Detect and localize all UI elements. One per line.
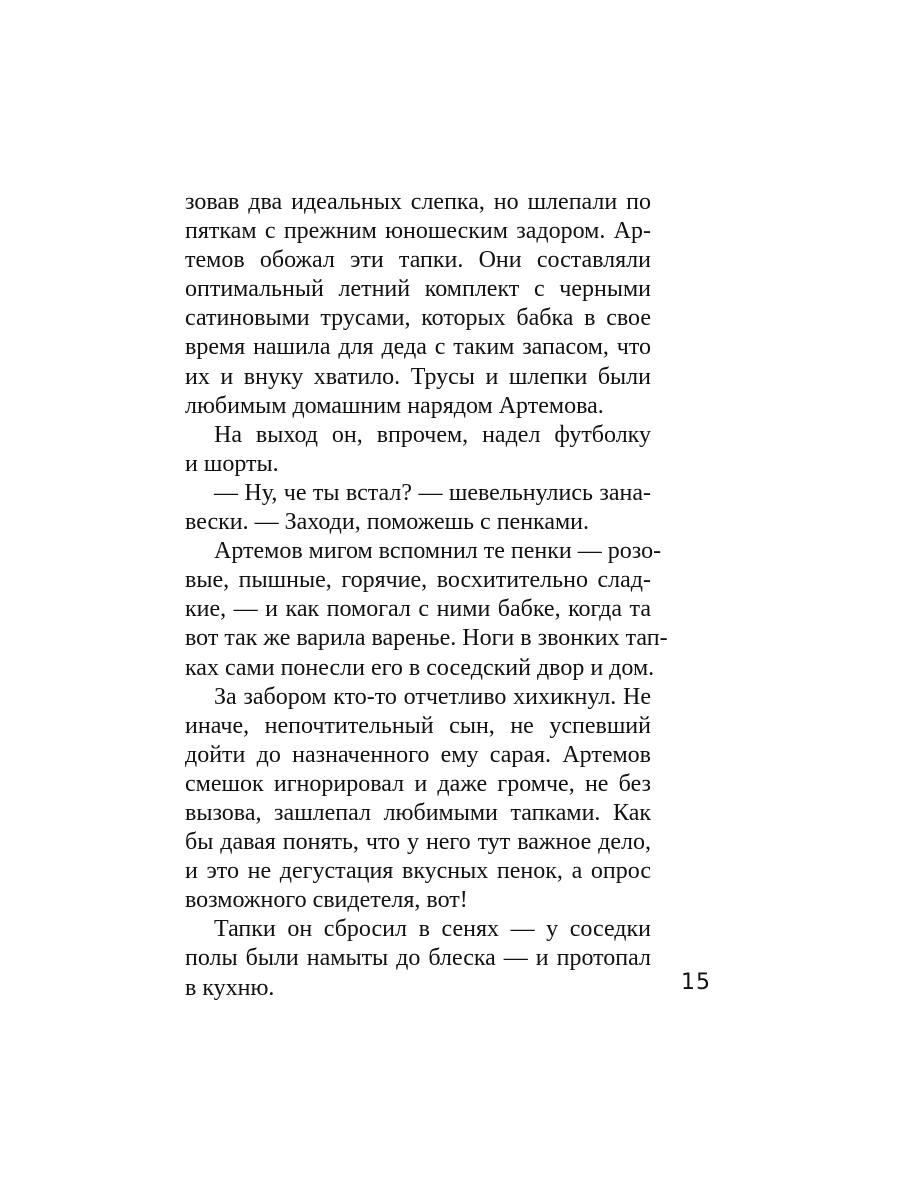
body-text: [185, 188, 668, 1003]
text-line: оптимальный летний комплект с черными: [185, 276, 651, 303]
text-line: в кухню.: [185, 974, 275, 1001]
text-line: вызова, зашлепал любимыми тапками. Как: [185, 799, 651, 826]
paragraph: [185, 537, 668, 682]
text-line: На выход он, впрочем, надел футболку: [214, 421, 651, 448]
text-line: зовав два идеальных слепка, но шлепали по: [185, 189, 651, 215]
text-line: иначе, непочтительный сын, не успевший: [185, 712, 651, 739]
text-line: их и внуку хватило. Трусы и шлепки были: [185, 363, 651, 390]
paragraph: [185, 421, 651, 479]
text-line: За забором кто-то отчетливо хихикнул. Не: [214, 683, 651, 710]
text-line: ках сами понесли его в соседский двор и дом.: [185, 654, 655, 681]
paragraph: [185, 683, 651, 916]
text-line: полы были намыты до блеска — и протопал: [185, 945, 651, 972]
text-line: и это не дегустация вкусных пенок, а опрос: [185, 858, 651, 885]
text-line: время нашила для деда с таким запасом, что: [185, 334, 651, 361]
paragraph: [185, 188, 651, 421]
text-line: — Ну, че ты встал? — шевельнулись зана-: [214, 479, 651, 506]
page-number: 15: [681, 970, 711, 995]
paragraph: [185, 479, 651, 537]
text-line: любимым домашним нарядом Артемова.: [185, 392, 604, 419]
text-line: смешок игнорировал и даже громче, не без: [185, 770, 651, 797]
text-line: Артемов мигом вспомнил те пенки — розо-: [214, 538, 662, 565]
text-line: пяткам с прежним юношеским задором. Ар-: [185, 218, 651, 245]
text-line: вески. — Заходи, поможешь с пенками.: [185, 509, 590, 536]
text-line: вот так же варила варенье. Ноги в звонких тап-: [185, 625, 668, 652]
text-line: вые, пышные, горячие, восхитительно слад-: [185, 567, 651, 594]
text-line: бы давая понять, что у него тут важное дело,: [185, 829, 651, 856]
text-line: и шорты.: [185, 450, 279, 477]
text-line: кие, — и как помогал с ними бабке, когда та: [185, 596, 651, 623]
paragraph: [185, 915, 651, 1002]
text-line: темов обожал эти тапки. Они составляли: [185, 247, 651, 274]
text-line: сатиновыми трусами, которых бабка в свое: [185, 305, 651, 332]
text-line: дойти до назначенного ему сарая. Артемов: [185, 741, 651, 768]
text-line: Тапки он сбросил в сенях — у соседки: [214, 916, 651, 943]
text-line: возможного свидетеля, вот!: [185, 887, 468, 914]
